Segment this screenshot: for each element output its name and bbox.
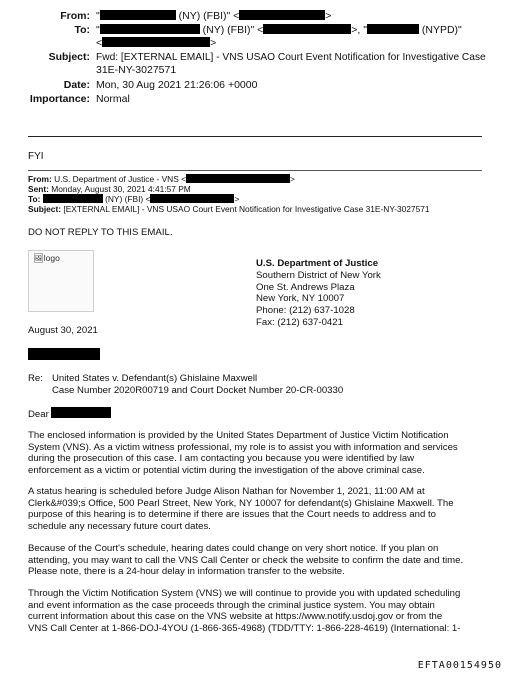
- paragraph-line: A status hearing is scheduled before Judge Alison Nathan for November 1, 2021, 11:00 AM at: [28, 486, 425, 497]
- doj-line: Southern District of New York: [256, 269, 381, 281]
- outer-from-label: From:: [60, 10, 90, 22]
- inner-to-end: >: [234, 194, 240, 204]
- logo-placeholder: [28, 250, 94, 312]
- inner-from-label: From:: [28, 174, 52, 184]
- outer-to-text-3: (NYPD)": [421, 24, 462, 36]
- outer-to-label: To:: [74, 24, 90, 36]
- redaction-bar: [102, 37, 210, 47]
- document-id: EFTA00154950: [417, 660, 502, 671]
- inner-to: [28, 194, 239, 204]
- redaction-bar: [263, 24, 351, 34]
- outer-to-value: " (NY) (FBI)" < >, " (NYPD)": [96, 24, 462, 36]
- paragraph-line: during the prosecution of this case. I am contacting you because you were identified by law: [28, 453, 415, 465]
- paragraph-1: [28, 430, 484, 476]
- doj-address-block: [256, 258, 381, 329]
- re-label: Re:: [28, 373, 43, 384]
- outer-date-value: Mon, 30 Aug 2021 21:26:06 +0000: [96, 79, 258, 91]
- inner-to-value: (NY) (FBI) <: [105, 194, 151, 204]
- inner-to-label: To:: [28, 194, 41, 204]
- paragraph-3: [28, 543, 484, 578]
- doj-title: U.S. Department of Justice: [256, 258, 379, 269]
- outer-to-line2-a: <: [96, 37, 103, 49]
- outer-to-line2-b: >: [210, 37, 217, 49]
- redaction-bar: [367, 24, 419, 34]
- salutation: [28, 407, 484, 421]
- outer-subject-line1: Fwd: [EXTERNAL EMAIL] - VNS USAO Court Event Notification for Investigative Case: [96, 52, 486, 63]
- doj-line: New York, NY 10007: [256, 293, 345, 305]
- paragraph-line: enforcement as a victim or potential victim during the investigation of the above criminal case.: [28, 464, 425, 476]
- doj-line: Fax: (212) 637-0421: [256, 316, 343, 328]
- re-block: [52, 373, 343, 397]
- paragraph-line: Through the Victim Notification System (VNS) we will continue to provide you with updated scheduling: [28, 588, 461, 599]
- paragraph-line: Because of the Court's schedule, hearing dates could change on very short notice. If you plan on: [28, 543, 439, 554]
- salutation-text: Dear: [28, 409, 49, 420]
- re-line: Case Number 2020R00719 and Court Docket Number 20-CR-00330: [52, 384, 344, 396]
- inner-subject-value: [EXTERNAL EMAIL] - VNS USAO Court Event Notification for Investigative Case 31E-NY-3027571: [63, 204, 430, 214]
- outer-to-text-2: >, ": [351, 24, 367, 36]
- inner-subject: [28, 204, 430, 214]
- outer-to-line2: [96, 37, 216, 50]
- inner-sent: [28, 184, 191, 194]
- inner-sent-value: Monday, August 30, 2021 4:41:57 PM: [51, 184, 191, 194]
- redaction-bar: [100, 10, 176, 20]
- inner-from: [28, 174, 295, 184]
- paragraph-line: and event information as the case proceeds through the criminal justice system. You may obtain: [28, 599, 435, 611]
- outer-from-end: >: [325, 10, 332, 22]
- fyi-text: FYI: [28, 151, 44, 162]
- redaction-bar: [239, 10, 325, 20]
- logo-alt-label: logo: [43, 253, 60, 263]
- paragraph-line: purpose of this hearing is to determine if there are issues that the Court needs to address and to: [28, 509, 436, 521]
- header-divider: [28, 136, 482, 137]
- recipient-redaction: [28, 348, 100, 360]
- outer-importance-label: Importance:: [29, 93, 90, 105]
- logo-alt-text: 🖼logo: [33, 253, 60, 263]
- redaction-bar: [100, 24, 200, 34]
- outer-subject-label: Subject:: [48, 51, 90, 63]
- redaction-bar: [51, 407, 111, 418]
- paragraph-line: attending, you may want to call the VNS Call Center or check the website to confirm the date and time.: [28, 554, 464, 566]
- paragraph-line: VNS Call Center at 1-866-DOJ-4YOU (1-866-365-4968) (TDD/TTY: 1-866-228-4619) (International: 1-: [28, 622, 461, 634]
- inner-divider: [28, 170, 482, 171]
- paragraph-line: schedule any necessary future court dates.: [28, 520, 211, 532]
- inner-from-end: >: [290, 174, 295, 184]
- paragraph-line: current information about this case on the VNS website at https://www.notify.usdoj.gov or from the: [28, 611, 443, 623]
- inner-sent-label: Sent:: [28, 184, 49, 194]
- paragraph-4: [28, 588, 484, 634]
- paragraph-line: Clerk&#039;s Office, 500 Pearl Street, New York, NY 10007 for defendant(s) Ghislaine Maxwell. The: [28, 497, 454, 509]
- no-reply-notice: DO NOT REPLY TO THIS EMAIL.: [28, 227, 173, 238]
- paragraph-line: Please note, there is a 24-hour delay in information transfer to the website.: [28, 566, 345, 578]
- outer-importance-value: Normal: [96, 93, 130, 105]
- re-line: United States v. Defendant(s) Ghislaine Maxwell: [52, 373, 258, 384]
- letter-date: August 30, 2021: [28, 325, 98, 336]
- outer-subject-line2: 31E-NY-3027571: [96, 64, 177, 76]
- paragraph-line: System (VNS). As a victim witness professional, my role is to assist you with information and services: [28, 441, 458, 453]
- paragraph-2: [28, 486, 484, 532]
- outer-from-text: (NY) (FBI)" <: [178, 10, 240, 22]
- outer-date-label: Date:: [63, 79, 90, 91]
- redaction-bar: [43, 194, 103, 203]
- doj-line: Phone: (212) 637-1028: [256, 305, 355, 317]
- inner-subject-label: Subject:: [28, 204, 62, 214]
- outer-from-value: " (NY) (FBI)" < >: [96, 10, 332, 22]
- inner-from-value: U.S. Department of Justice - VNS <: [54, 174, 187, 184]
- redaction-bar: [150, 194, 234, 203]
- doj-line: One St. Andrews Plaza: [256, 281, 355, 293]
- redaction-bar: [186, 174, 290, 183]
- paragraph-line: The enclosed information is provided by the United States Department of Justice Victim Notification: [28, 430, 449, 441]
- outer-to-text: (NY) (FBI)" <: [202, 24, 264, 36]
